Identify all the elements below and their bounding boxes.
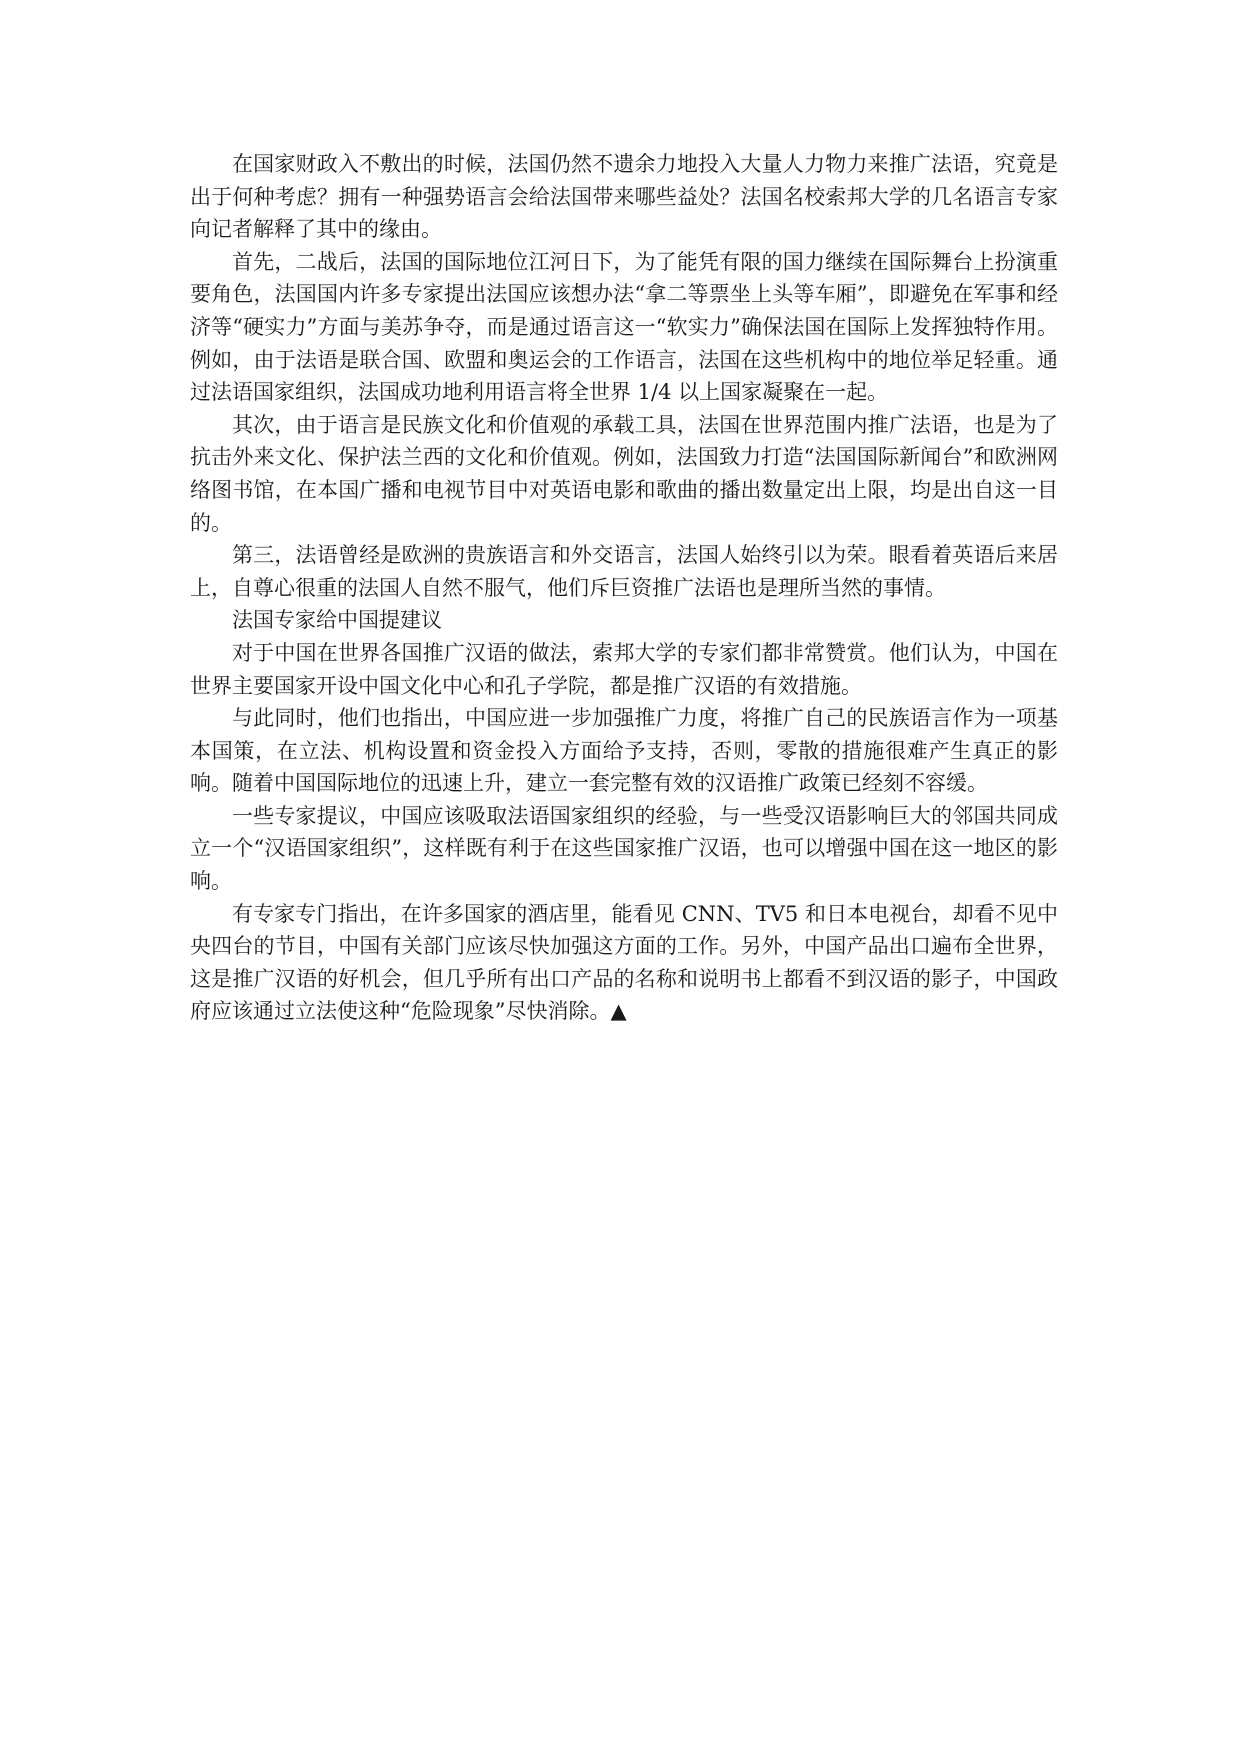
paragraph-intro: 在国家财政入不敷出的时候，法国仍然不遗余力地投入大量人力物力来推广法语，究竟是出于何种考虑？拥有一种强势语言会给法国带来哪些益处？法国名校索邦大学的几名语言专家向记者解释了其中的缘由。 [190,152,1058,242]
section-heading: 法国专家给中国提建议 [232,608,442,633]
paragraph-closing: 有专家专门指出，在许多国家的酒店里，能看见 CNN、TV5 和日本电视台，却看不见中央四台的节目，中国有关部门应该尽快加强这方面的工作。另外，中国产品出口遍布全世界，这是推广汉语的好机会，但几乎所有出口产品的名称和说明书上都看不到汉语的影子，中国政府应该通过立法使这种“危险现象”尽快消除。▲ [190,901,1058,1024]
paragraph-organization-proposal: 一些专家提议，中国应该吸取法语国家组织的经验，与一些受汉语影响巨大的邻国共同成立一个“汉语国家组织”，这样既有利于在这些国家推广汉语，也可以增强中国在这一地区的影响。 [190,803,1058,894]
paragraph-suggestion: 与此同时，他们也指出，中国应进一步加强推广力度，将推广自己的民族语言作为一项基本国策，在立法、机构设置和资金投入方面给予支持，否则，零散的措施很难产生真正的影响。随着中国国际地位的迅速上升，建立一套完整有效的汉语推广政策已经刻不容缓。 [190,706,1058,796]
paragraph-second-reason: 其次，由于语言是民族文化和价值观的承载工具，法国在世界范围内推广法语，也是为了抗击外来文化、保护法兰西的文化和价值观。例如，法国致力打造“法国国际新闻台”和欧洲网络图书馆，在本国广播和电视节目中对英语电影和歌曲的播出数量定出上限，均是出自这一目的。 [190,412,1058,535]
paragraph-first-reason: 首先，二战后，法国的国际地位江河日下，为了能凭有限的国力继续在国际舞台上扮演重要角色，法国国内许多专家提出法国应该想办法“拿二等票坐上头等车厢”，即避免在军事和经济等“硬实力”方面与美苏争夺，而是通过语言这一“软实力”确保法国在国际上发挥独特作用。例如，由于法语是联合国、欧盟和奥运会的工作语言，法国在这些机构中的地位举足轻重。通过法语国家组织，法国成功地利用语言将全世界 1/4 以上国家凝聚在一起。 [190,249,1058,405]
paragraph-third-reason: 第三，法语曾经是欧洲的贵族语言和外交语言，法国人始终引以为荣。眼看着英语后来居上，自尊心很重的法国人自然不服气，他们斥巨资推广法语也是理所当然的事情。 [190,543,1058,600]
document-body [190,148,1058,1028]
paragraph-praise: 对于中国在世界各国推广汉语的做法，索邦大学的专家们都非常赞赏。他们认为，中国在世界主要国家开设中国文化中心和孔子学院，都是推广汉语的有效措施。 [190,640,1058,698]
